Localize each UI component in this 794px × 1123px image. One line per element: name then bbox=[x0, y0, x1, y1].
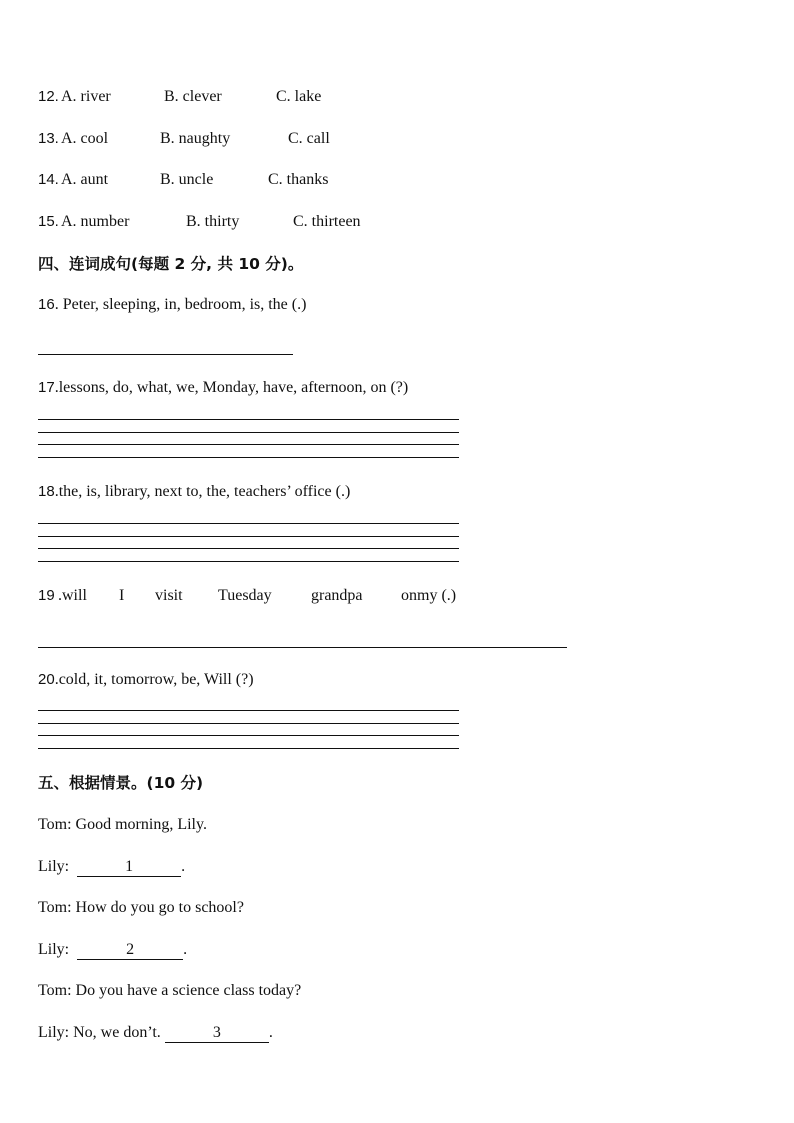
dialogue-text: Good morning, Lily. bbox=[75, 816, 207, 833]
dialogue-text: How do you go to school? bbox=[75, 899, 244, 916]
question-14-row bbox=[38, 170, 438, 190]
punctuation: . bbox=[268, 1024, 273, 1041]
dialogue-line bbox=[38, 981, 301, 1001]
speaker-label: Lily: bbox=[38, 1024, 70, 1041]
question-number: 20 bbox=[38, 671, 55, 688]
question-number: 17 bbox=[38, 379, 55, 396]
answer-line[interactable] bbox=[38, 735, 459, 736]
section-5-heading: 五、根据情景。(10 分) bbox=[38, 774, 204, 792]
answer-line[interactable] bbox=[38, 444, 459, 445]
section-4-heading: 四、连词成句(每题 2 分, 共 10 分)。 bbox=[38, 255, 304, 273]
word-chip: .will bbox=[58, 587, 87, 604]
question-19 bbox=[38, 586, 498, 606]
answer-line[interactable] bbox=[38, 561, 459, 562]
answer-line[interactable] bbox=[38, 723, 459, 724]
dialogue-line bbox=[38, 898, 244, 918]
option-b: B. uncle bbox=[160, 171, 214, 188]
question-13-row bbox=[38, 129, 438, 149]
option-b: B. clever bbox=[164, 88, 222, 105]
speaker-label: Tom: bbox=[38, 899, 72, 916]
question-number: 12. bbox=[38, 88, 59, 105]
answer-line[interactable] bbox=[38, 457, 459, 458]
answer-blank[interactable]: 3 bbox=[165, 1024, 269, 1043]
answer-line[interactable] bbox=[38, 548, 459, 549]
option-a: A. number bbox=[61, 213, 130, 230]
dialogue-text: No, we don’t. bbox=[73, 1024, 161, 1041]
question-number: 16 bbox=[38, 296, 55, 313]
answer-line[interactable] bbox=[38, 432, 459, 433]
question-16 bbox=[38, 295, 306, 315]
question-text: .lessons, do, what, we, Monday, have, afternoon, on (?) bbox=[54, 379, 409, 396]
dialogue-text: Do you have a science class today? bbox=[75, 982, 302, 999]
question-15-row bbox=[38, 212, 438, 232]
dialogue-line bbox=[38, 940, 187, 960]
dialogue-line bbox=[38, 857, 185, 877]
option-c: C. thirteen bbox=[293, 213, 361, 230]
speaker-label: Lily: bbox=[38, 858, 70, 875]
punctuation: . bbox=[183, 941, 188, 958]
question-number: 19 bbox=[38, 587, 55, 604]
question-17 bbox=[38, 378, 408, 398]
word-chip: onmy (.) bbox=[401, 587, 457, 604]
question-number: 18 bbox=[38, 483, 55, 500]
question-18 bbox=[38, 482, 350, 502]
dialogue-line bbox=[38, 815, 207, 835]
word-chip: grandpa bbox=[311, 587, 363, 604]
answer-line[interactable] bbox=[38, 523, 459, 524]
answer-line[interactable] bbox=[38, 748, 459, 749]
answer-line[interactable] bbox=[38, 710, 459, 711]
question-text: .cold, it, tomorrow, be, Will (?) bbox=[54, 671, 254, 688]
question-text: .the, is, library, next to, the, teachers’ office (.) bbox=[54, 483, 351, 500]
speaker-label: Tom: bbox=[38, 982, 72, 999]
word-chip: Tuesday bbox=[218, 587, 272, 604]
question-number: 15. bbox=[38, 213, 59, 230]
word-chip: visit bbox=[155, 587, 183, 604]
speaker-label: Lily: bbox=[38, 941, 70, 958]
option-a: A. river bbox=[61, 88, 111, 105]
answer-blank[interactable]: 1 bbox=[77, 858, 181, 877]
punctuation: . bbox=[181, 858, 186, 875]
question-number: 13. bbox=[38, 130, 59, 147]
option-c: C. call bbox=[288, 130, 330, 147]
answer-blank[interactable]: 2 bbox=[77, 941, 183, 960]
option-a: A. aunt bbox=[61, 171, 109, 188]
question-20 bbox=[38, 670, 254, 690]
option-a: A. cool bbox=[61, 130, 109, 147]
answer-line[interactable] bbox=[38, 419, 459, 420]
word-chip: I bbox=[119, 587, 125, 604]
speaker-label: Tom: bbox=[38, 816, 72, 833]
option-b: B. naughty bbox=[160, 130, 231, 147]
option-b: B. thirty bbox=[186, 213, 240, 230]
answer-line[interactable] bbox=[38, 647, 567, 648]
option-c: C. lake bbox=[276, 88, 322, 105]
question-number: 14. bbox=[38, 171, 59, 188]
dialogue-line bbox=[38, 1023, 273, 1043]
option-c: C. thanks bbox=[268, 171, 329, 188]
answer-line[interactable] bbox=[38, 354, 293, 355]
question-text: . Peter, sleeping, in, bedroom, is, the (.) bbox=[54, 296, 307, 313]
question-12-row bbox=[38, 87, 438, 107]
answer-line[interactable] bbox=[38, 536, 459, 537]
